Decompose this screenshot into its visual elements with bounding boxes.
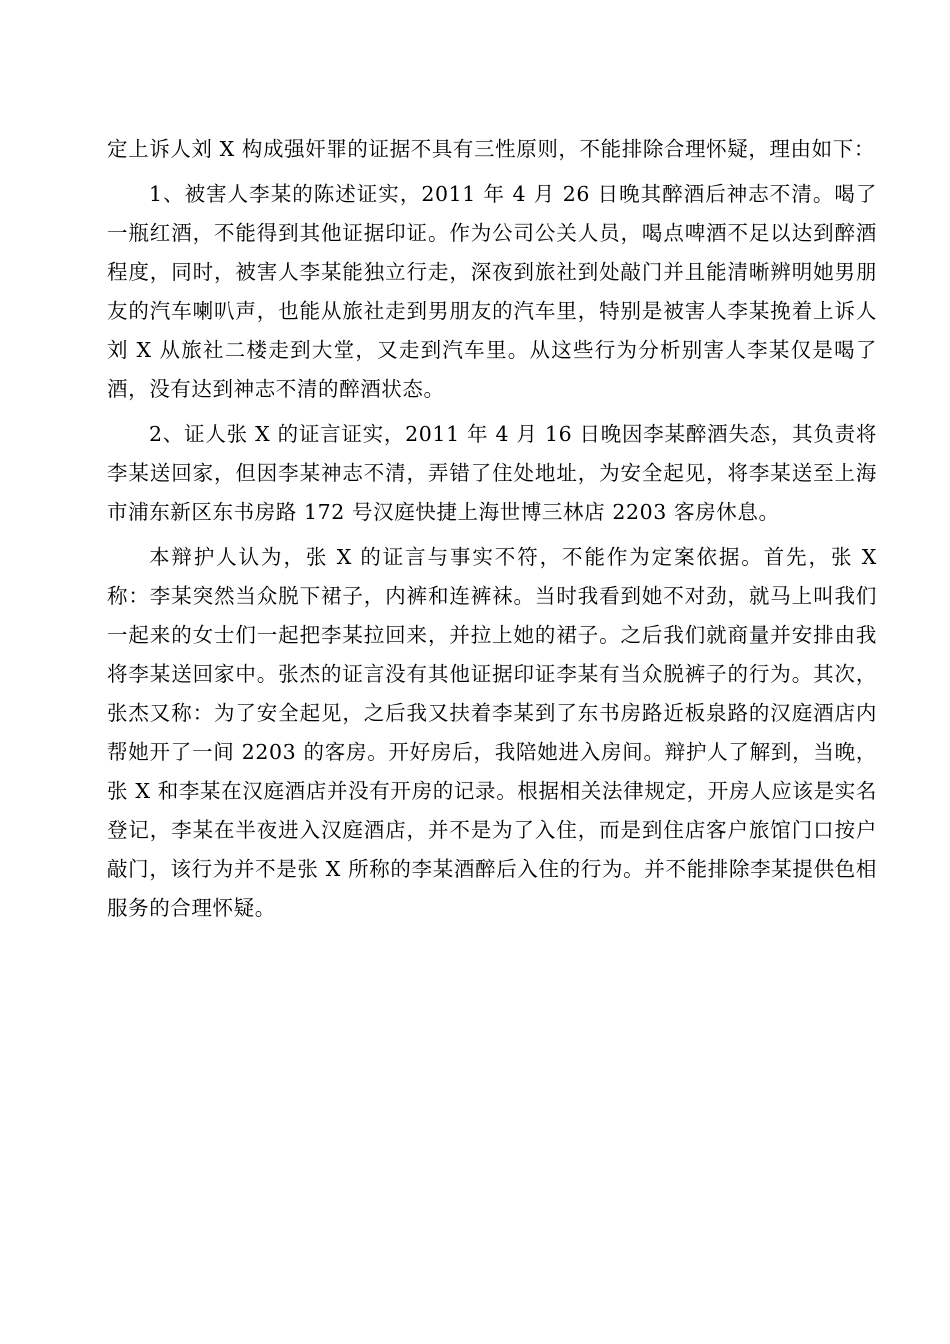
document-body xyxy=(107,130,877,934)
paragraph-point-2: 2、证人张 X 的证言证实，2011 年 4 月 16 日晚因李某醉酒失态，其负责将李某送回家，但因李某神志不清，弄错了住处地址，为安全起见，将李某送至上海市浦东新区东书房路 172 号汉庭快捷上海世博三林店 2203 客房休息。 xyxy=(107,422,877,524)
paragraph-defense-opinion: 本辩护人认为，张 X 的证言与事实不符，不能作为定案依据。首先，张 X 称：李某突然当众脱下裙子，内裤和连裤袜。当时我看到她不对劲，就马上叫我们一起来的女士们一起把李某拉回来，并拉上她的裙子。之后我们就商量并安排由我将李某送回家中。张杰的证言没有其他证据印证李某有当众脱裤子的行为。其次，张杰又称：为了安全起见，之后我又扶着李某到了东书房路近板泉路的汉庭酒店内帮她开了一间 2203 的客房。开好房后，我陪她进入房间。辩护人了解到，当晚，张 X 和李某在汉庭酒店并没有开房的记录。根据相关法律规定，开房人应该是实名登记，李某在半夜进入汉庭酒店，并不是为了入住，而是到住店客户旅馆门口按户敲门，该行为并不是张 X 所称的李某酒醉后入住的行为。并不能排除李某提供色相服务的合理怀疑。 xyxy=(107,545,877,920)
paragraph-point-1: 1、被害人李某的陈述证实，2011 年 4 月 26 日晚其醉酒后神志不清。喝了一瓶红酒，不能得到其他证据印证。作为公司公关人员，喝点啤酒不足以达到醉酒程度，同时，被害人李某能独立行走，深夜到旅社到处敲门并且能清晰辨明她男朋友的汽车喇叭声，也能从旅社走到男朋友的汽车里，特别是被害人李某挽着上诉人刘 X 从旅社二楼走到大堂，又走到汽车里。从这些行为分析别害人李某仅是喝了酒，没有达到神志不清的醉酒状态。 xyxy=(107,182,877,401)
paragraph-continuation: 定上诉人刘 X 构成强奸罪的证据不具有三性原则，不能排除合理怀疑，理由如下： xyxy=(107,137,875,161)
